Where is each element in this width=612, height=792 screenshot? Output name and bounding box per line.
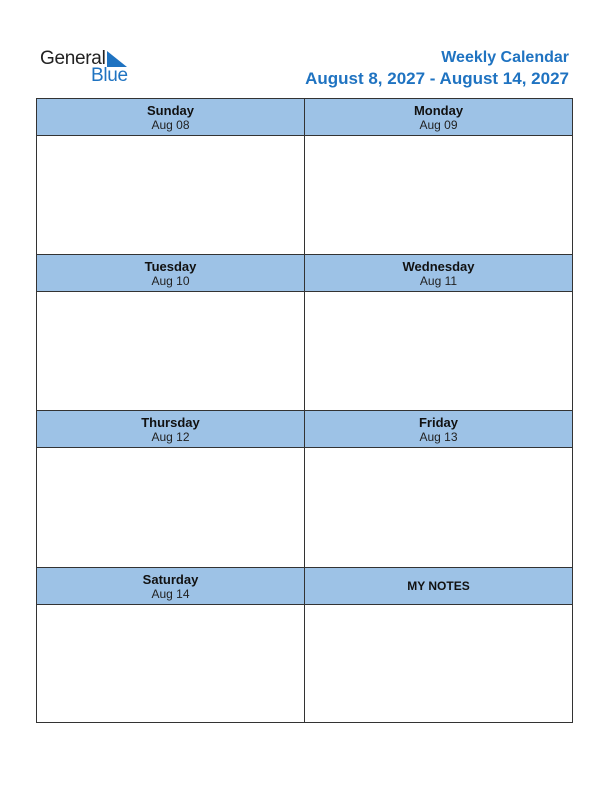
day-name: Tuesday [144,259,197,274]
general-blue-logo [40,48,150,88]
logo-blue-text: Blue [91,65,128,86]
day-name: Sunday [147,103,194,118]
day-date: Aug 09 [419,118,458,132]
day-cell-sunday[interactable] [37,99,304,254]
day-name: Saturday [142,572,199,587]
week-grid [36,98,573,723]
calendar-title: Weekly Calendar [441,49,569,66]
day-cell-saturday[interactable] [37,568,304,722]
day-date: Aug 13 [419,430,458,444]
day-name: Monday [413,103,464,118]
day-cell-thursday[interactable] [37,411,304,567]
day-header [305,411,572,448]
day-header [37,411,304,448]
notes-cell[interactable] [305,568,572,722]
day-header [37,99,304,136]
day-date: Aug 08 [151,118,190,132]
day-header [305,255,572,292]
calendar-date-range: August 8, 2027 - August 14, 2027 [305,69,569,88]
day-name: Wednesday [402,259,475,274]
day-header [37,255,304,292]
day-cell-tuesday[interactable] [37,255,304,410]
day-header [305,99,572,136]
logo-general-text: General [40,48,106,69]
day-date: Aug 12 [151,430,190,444]
day-date: Aug 10 [151,274,190,288]
day-cell-wednesday[interactable] [305,255,572,410]
day-cell-monday[interactable] [305,99,572,254]
calendar-title-block [305,48,569,90]
day-date: Aug 14 [151,587,190,601]
notes-header [305,568,572,605]
day-date: Aug 11 [419,274,458,288]
day-cell-friday[interactable] [305,411,572,567]
day-header [37,568,304,605]
notes-label: MY NOTES [407,579,470,593]
day-name: Friday [418,415,458,430]
day-name: Thursday [141,415,200,430]
